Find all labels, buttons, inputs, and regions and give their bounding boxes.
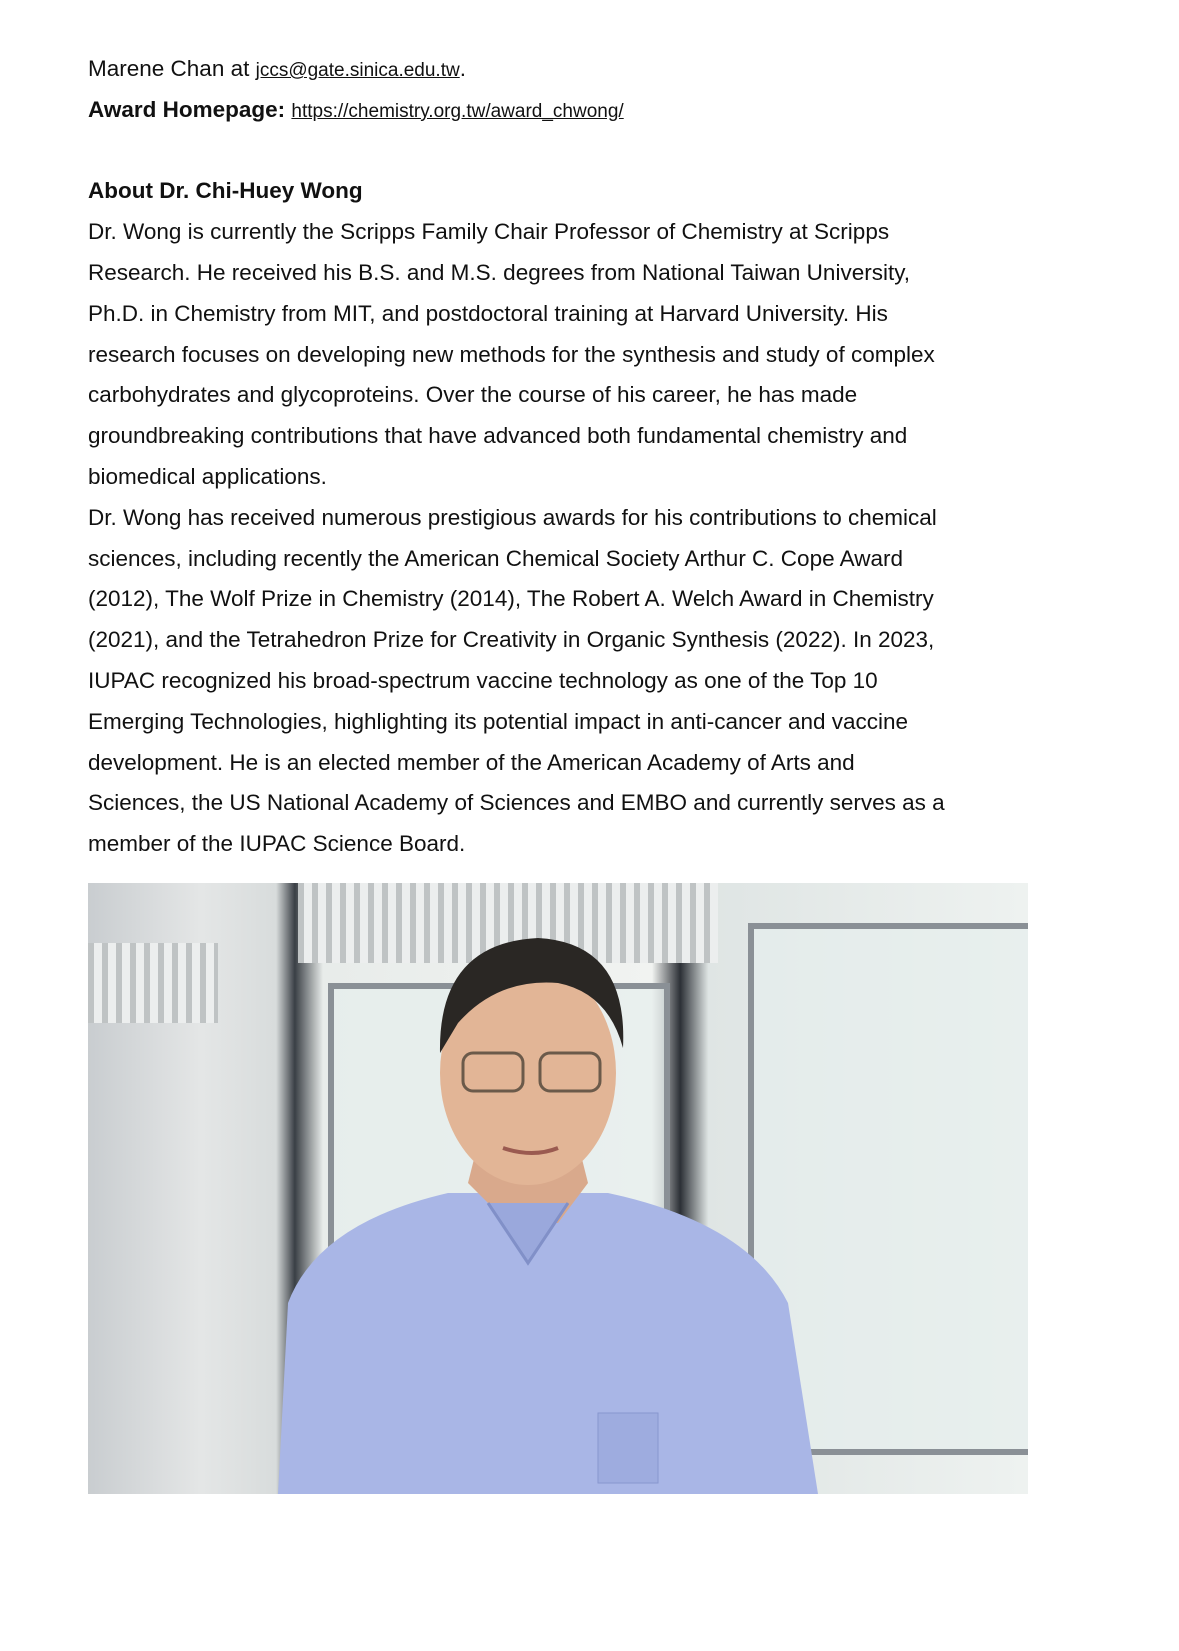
person-figure: [88, 883, 1028, 1494]
paragraph-line: Ph.D. in Chemistry from MIT, and postdoctoral training at Harvard University. His: [88, 300, 888, 326]
homepage-link[interactable]: https://chemistry.org.tw/award_chwong/: [291, 100, 624, 122]
document-text: [88, 49, 1048, 865]
paragraph-line: Research. He received his B.S. and M.S. degrees from National Taiwan University,: [88, 259, 911, 285]
about-paragraph-1: [88, 212, 1048, 498]
about-heading: About Dr. Chi-Huey Wong: [88, 178, 363, 204]
paragraph-line: Dr. Wong has received numerous prestigious awards for his contributions to chemical: [88, 504, 937, 530]
paragraph-line: Sciences, the US National Academy of Sciences and EMBO and currently serves as a: [88, 790, 945, 816]
paragraph-line: (2021), and the Tetrahedron Prize for Creativity in Organic Synthesis (2022). In 2023,: [88, 627, 935, 653]
paragraph-line: IUPAC recognized his broad-spectrum vaccine technology as one of the Top 10: [88, 667, 878, 693]
paragraph-line: research focuses on developing new methods for the synthesis and study of complex: [88, 341, 935, 367]
homepage-line: [88, 90, 1048, 131]
spacer: [88, 131, 1048, 172]
paragraph-line: carbohydrates and glycoproteins. Over the course of his career, he has made: [88, 382, 858, 408]
paragraph-line: development. He is an elected member of the American Academy of Arts and: [88, 749, 855, 775]
portrait-photo: [88, 883, 1028, 1494]
paragraph-line: biomedical applications.: [88, 463, 327, 489]
paragraph-line: Emerging Technologies, highlighting its potential impact in anti-cancer and vaccine: [88, 708, 909, 734]
about-paragraph-2: [88, 498, 1048, 865]
email-link[interactable]: jccs@gate.sinica.edu.tw: [255, 60, 460, 81]
homepage-label: Award Homepage:: [88, 96, 286, 122]
paragraph-line: member of the IUPAC Science Board.: [88, 831, 466, 857]
contact-line: Marene Chan at jccs@gate.sinica.edu.tw.: [88, 56, 466, 81]
paragraph-line: sciences, including recently the American Chemical Society Arthur C. Cope Award: [88, 545, 903, 571]
paragraph-line: Dr. Wong is currently the Scripps Family Chair Professor of Chemistry at Scripps: [88, 219, 890, 245]
paragraph-line: (2012), The Wolf Prize in Chemistry (2014), The Robert A. Welch Award in Chemistry: [88, 586, 934, 612]
paragraph-line: groundbreaking contributions that have advanced both fundamental chemistry and: [88, 423, 908, 449]
